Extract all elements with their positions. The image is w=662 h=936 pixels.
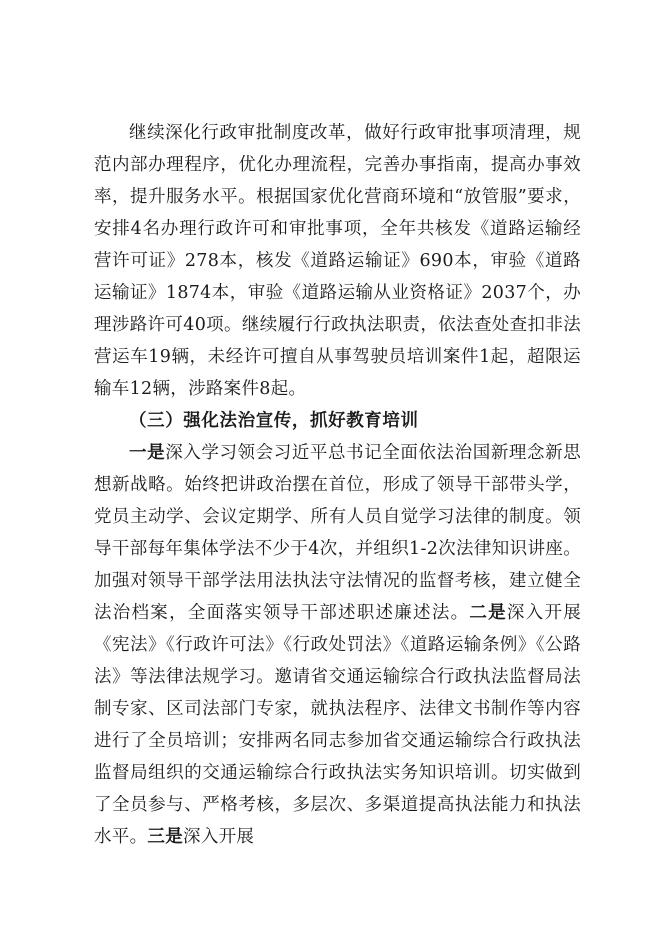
document-body [94, 117, 581, 853]
lead-third: 三是 [147, 827, 184, 847]
text-second: 深入开展 《宪法》《行政许可法》《行政处罚法》《道路运输条例》《公路法》等法律法规学习。邀请省交通运输综合行政执法监督局法制专家、区司法部门专家，就执法程序、法律文书制作等内容进行了全员培训；安排两名同志参加省交通运输综合行政执法监督局组织的交通运输综合行政执法实务知识培训。切实做到了全员参与、严格考核，多层次、多渠道提高执法能力和执法水平。 [94, 603, 582, 847]
lead-first: 一是 [129, 443, 166, 463]
paragraph-administrative-approval: 继续深化行政审批制度改革，做好行政审批事项清理，规范内部办理程序，优化办理流程，完善办事指南，提高办事效率，提升服务水平。根据国家优化营商环境和“放管服”要求，安排4名办理行政许可和审批事项，全年共核发《道路运输经营许可证》278本，核发《道路运输证》690本，审验《道路运输证》1874本，审验《道路运输从业资格证》2037个，办理涉路许可40项。继续履行行政执法职责，依法查处查扣非法营运车19辆，未经许可擅自从事驾驶员培训案件1起，超限运输车12辆，涉路案件8起。 [94, 123, 581, 399]
text-first: 深入学习领会习近平总书记全面依法治国新理念新思想新战略。始终把讲政治摆在首位，形成了领导干部带头学，党员主动学、会议定期学、所有人员自觉学习法律的制度。领导干部每年集体学法不少于4次，并组织1-2次法律知识讲座。加强对领导干部学法用法执法守法情况的监督考核，建立健全法治档案，全面落实领导干部述职述廉述法。 [94, 443, 581, 623]
lead-second: 二是 [469, 603, 507, 623]
section-heading-3: （三）强化法治宣传，抓好教育培训 [129, 411, 419, 431]
paragraph-legal-training [94, 437, 581, 853]
text-third: 深入开展 [183, 827, 255, 847]
